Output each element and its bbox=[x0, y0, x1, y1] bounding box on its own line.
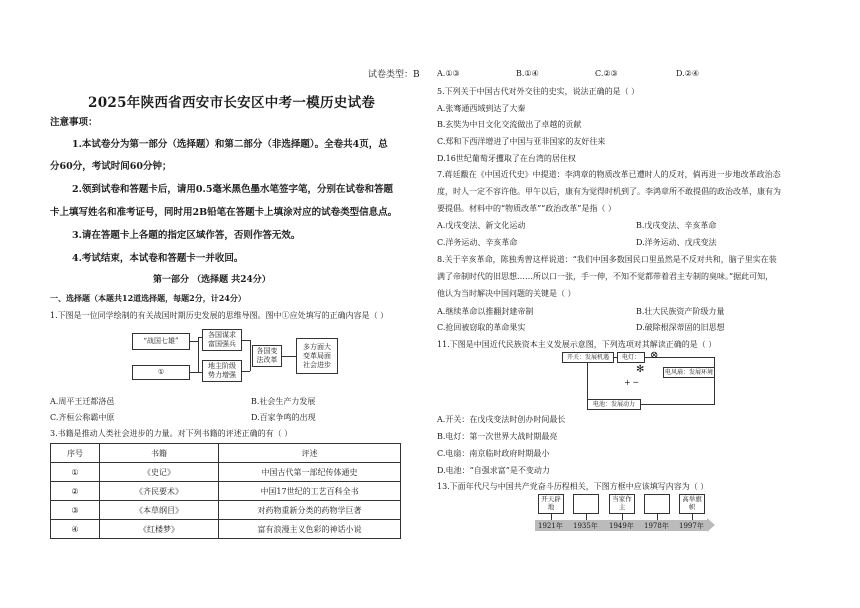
note-line: 3.请在答题卡上各题的指定区域作答，否则作答无效。 bbox=[72, 230, 301, 241]
q4-option: B.①④ bbox=[516, 69, 539, 78]
q8-option: B.壮大民族资产阶级力量 bbox=[636, 307, 725, 316]
q1-option: C.齐桓公称霸中原 bbox=[50, 413, 115, 422]
timeline-box bbox=[573, 494, 599, 514]
q5-option: C.郑和下西洋增进了中国与亚非国家的友好往来 bbox=[437, 137, 606, 146]
notes-heading: 注意事项： bbox=[50, 117, 98, 128]
q7-line: 要提倡。材料中的“物质改革”“政治改革”是指（ ） bbox=[437, 204, 616, 213]
diagram-box: 各国变 法改革 bbox=[252, 345, 282, 367]
q1-option: B.社会生产力发展 bbox=[251, 397, 316, 406]
q5-option: D.16世纪葡萄牙攫取了在台湾的居住权 bbox=[437, 154, 576, 163]
q8-line: 他认为当时解决中国问题的关键是（ ） bbox=[437, 289, 576, 298]
q8-line: 8.关于辛亥革命，陈独秀曾这样说道：“我们中国多数国民口里虽然是不反对共和，脑子里实在装 bbox=[437, 255, 777, 264]
timeline-box: 高举旗帜 bbox=[679, 494, 705, 514]
q8-option: D.破除根深蒂固的旧思想 bbox=[636, 323, 725, 332]
q11-stem: 11.下图是中国近代民族资本主义发展示意图，下列选项对其解读正确的是（ ） bbox=[437, 340, 717, 349]
table-header-row: 序号 书籍 评述 bbox=[51, 444, 401, 463]
q7-line: 7.蒋廷黻在《中国近代史》中提道：李鸿章的物质改革已遭时人的反对，倘再进一步地改革政治态 bbox=[437, 170, 781, 179]
q4-option: C.②③ bbox=[595, 69, 618, 78]
note-line: 卡上填写姓名和准考证号，同时用2B铅笔在答题卡上填涂对应的试卷类型信息点。 bbox=[50, 207, 398, 218]
timeline-year: 1997年 bbox=[679, 522, 704, 530]
fan-label: 电风扇：发展环境 bbox=[664, 369, 713, 376]
fan-icon: ✻ bbox=[636, 364, 645, 375]
table-row: ① 《史记》 中国古代第一部纪传体通史 bbox=[51, 463, 401, 482]
bulb-icon: ⊗ bbox=[650, 350, 659, 361]
q7-option: B.戊戌变法、辛亥革命 bbox=[636, 221, 717, 230]
q7-option: A.戊戌变法、新文化运动 bbox=[437, 221, 526, 230]
note-line: 1.本试卷分为第一部分（选择题）和第二部分（非选择题）。全卷共4页，总 bbox=[72, 139, 388, 150]
diagram-box: 多方面大 变革局面 社会进步 bbox=[296, 338, 338, 374]
timeline-box bbox=[644, 494, 670, 514]
q5-stem: 5.下列关于中国古代对外交往的史实，说法正确的是（ ） bbox=[437, 87, 640, 96]
battery-icon: + ─ bbox=[624, 378, 639, 387]
battery-label: 电池：发展动力 bbox=[587, 399, 641, 410]
timeline-year: 1949年 bbox=[609, 522, 634, 530]
q5-option: B.玄奘为中日文化交流做出了卓越的贡献 bbox=[437, 120, 582, 129]
page-title: 2025年陕西省西安市长安区中考一模历史试卷 bbox=[88, 95, 376, 111]
table-row: ④ 《红楼梦》 富有浪漫主义色彩的神话小说 bbox=[51, 520, 401, 539]
q1-option: D.百家争鸣的出现 bbox=[251, 413, 316, 422]
section-heading: 一、选择题（本题共12道选择题，每题2分，计24分） bbox=[50, 293, 246, 303]
q8-option: A.继续革命以推翻封建帝制 bbox=[437, 307, 534, 316]
q3-stem: 3.书籍是推动人类社会进步的力量。对下列书籍的评述正确的有（ ） bbox=[50, 429, 293, 438]
q7-option: D.洋务运动、戊戌变法 bbox=[636, 238, 717, 247]
q11-option: D.电池：“自强求富”是不变动力 bbox=[437, 466, 550, 475]
q1-stem: 1.下图是一位同学绘制的有关战国时期历史发展的思维导图。图中①应处填写的正确内容是（ ） bbox=[50, 311, 389, 320]
q11-option: B.电灯：第一次世界大战时期最亮 bbox=[437, 432, 558, 441]
timeline-box: 当家作主 bbox=[609, 494, 635, 514]
q3-table bbox=[50, 443, 401, 539]
q4-option: A.①③ bbox=[437, 69, 460, 78]
q5-option: A.张骞通西域到达了大秦 bbox=[437, 104, 526, 113]
timeline-year: 1921年 bbox=[538, 522, 563, 530]
q8-option: C.抢回被窃取的革命果实 bbox=[437, 323, 526, 332]
timeline-arrow bbox=[707, 518, 715, 532]
note-line: 分60分，考试时间60分钟； bbox=[50, 161, 172, 172]
q8-line: 满了帝制时代的旧思想……所以口一张，手一伸，不知不觉都带着君主专制的臭味。”据此可知， bbox=[437, 272, 774, 281]
table-row: ② 《齐民要术》 中国17世纪的工艺百科全书 bbox=[51, 482, 401, 501]
diagram-box: 地主阶级 势力增强 bbox=[202, 360, 242, 382]
paper-type: 试卷类型：B bbox=[368, 70, 420, 80]
q7-option: C.洋务运动、辛亥革命 bbox=[437, 238, 518, 247]
diagram-box: ① bbox=[132, 365, 190, 380]
part1-heading: 第一部分 （选择题 共24分） bbox=[153, 275, 271, 285]
diagram-box: 各国谋求 富国强兵 bbox=[202, 329, 242, 351]
q11-option: C.电扇：南京临时政府时期最小 bbox=[437, 449, 550, 458]
q1-option: A.周平王迁都洛邑 bbox=[50, 397, 115, 406]
table-row: ③ 《本草纲目》 对药物重新分类的药物学巨著 bbox=[51, 501, 401, 520]
timeline-year: 1978年 bbox=[644, 522, 669, 530]
note-line: 2.领到试卷和答题卡后，请用0.5毫米黑色墨水笔签字笔，分别在试卷和答题 bbox=[72, 184, 393, 195]
diagram-box: “战国七雄” bbox=[132, 333, 190, 350]
bulb-label: 电灯： bbox=[617, 352, 645, 363]
note-line: 4.考试结束，本试卷和答题卡一并收回。 bbox=[72, 253, 244, 264]
q11-option: A.开关：在戊戌变法时创办时间最长 bbox=[437, 415, 566, 424]
q7-line: 度，时人一定不容许他。甲午以后，康有为觉得时机到了。李鸿章所不敢提倡的政治改革，康有为 bbox=[437, 187, 781, 196]
q13-stem: 13.下面年代尺与中国共产党奋斗历程相关，下图方框中应该填写内容为（ ） bbox=[437, 482, 709, 491]
switch-label: 开关：发展机遇 bbox=[562, 352, 614, 363]
timeline-box: 开天辟地 bbox=[538, 494, 564, 514]
q4-option: D.②④ bbox=[676, 69, 700, 78]
timeline-year: 1935年 bbox=[573, 522, 598, 530]
